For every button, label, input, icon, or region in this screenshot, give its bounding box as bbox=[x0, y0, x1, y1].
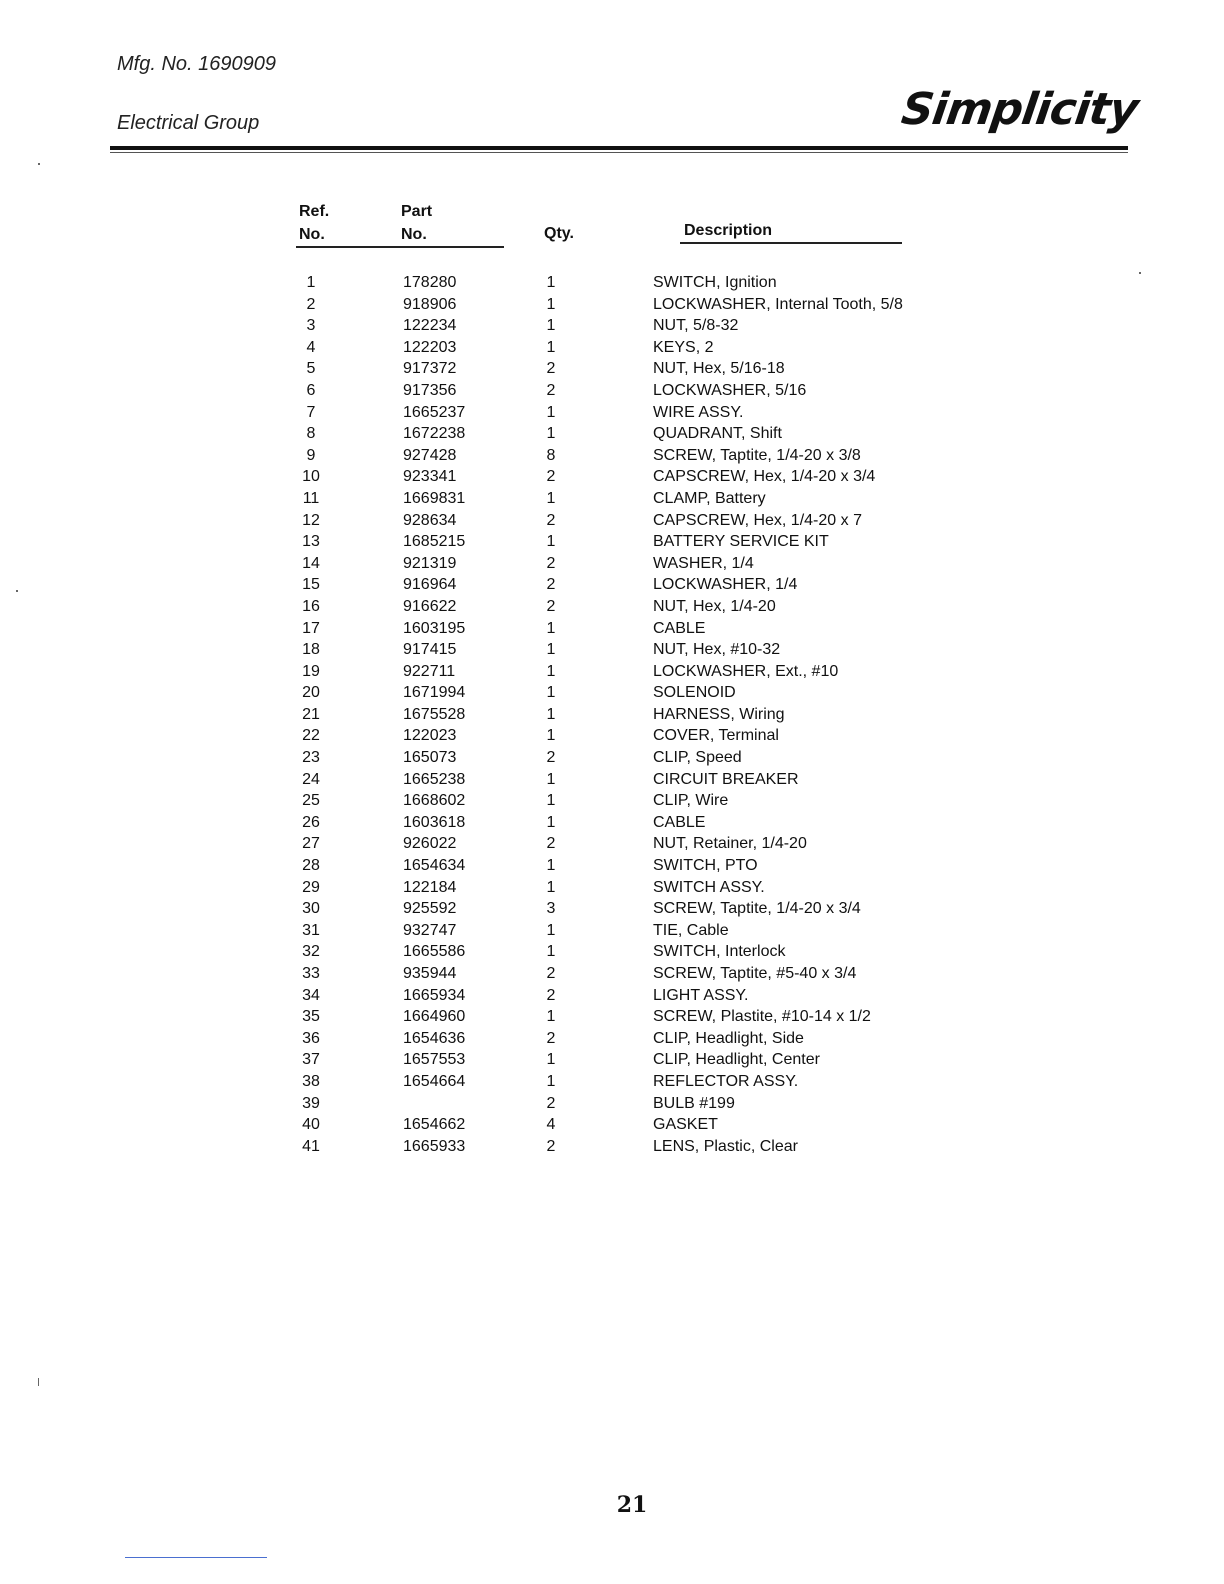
cell-description: GASKET bbox=[653, 1116, 718, 1134]
cell-description: SWITCH, Interlock bbox=[653, 943, 786, 961]
table-row bbox=[0, 833, 1224, 855]
cell-qty: 1 bbox=[546, 641, 556, 659]
cell-description: LENS, Plastic, Clear bbox=[653, 1137, 798, 1155]
header-rule bbox=[110, 146, 1128, 150]
cell-part-no: 935944 bbox=[403, 965, 457, 982]
cell-part-no: 932747 bbox=[403, 921, 457, 939]
cell-description: BULB #199 bbox=[653, 1094, 735, 1112]
cell-ref: 41 bbox=[302, 1137, 320, 1155]
cell-part-no: 1654636 bbox=[403, 1029, 466, 1047]
col-header-ref: Ref. No. bbox=[299, 203, 330, 243]
cell-ref: 5 bbox=[306, 360, 316, 378]
cell-ref: 9 bbox=[306, 446, 316, 464]
cell-description: CABLE bbox=[653, 619, 706, 637]
table-row bbox=[0, 920, 1224, 942]
table-row bbox=[0, 985, 1224, 1007]
table-row bbox=[0, 531, 1224, 553]
table-row bbox=[0, 358, 1224, 380]
cell-qty: 1 bbox=[546, 770, 556, 788]
cell-qty: 1 bbox=[546, 705, 556, 723]
cell-description: REFLECTOR ASSY. bbox=[653, 1072, 799, 1090]
table-row bbox=[0, 812, 1224, 834]
cell-part-no: 1675528 bbox=[403, 705, 466, 723]
cell-description: BATTERY SERVICE KIT bbox=[653, 533, 829, 551]
cell-description: NUT, Hex, 1/4-20 bbox=[653, 597, 776, 615]
cell-description: WIRE ASSY. bbox=[653, 403, 744, 421]
table-row bbox=[0, 639, 1224, 661]
cell-qty: 2 bbox=[546, 360, 556, 378]
table-row bbox=[0, 682, 1224, 704]
cell-description: NUT, Retainer, 1/4-20 bbox=[653, 835, 807, 853]
cell-qty: 1 bbox=[546, 792, 556, 810]
cell-part-no: 1654634 bbox=[403, 857, 466, 875]
table-row bbox=[0, 380, 1224, 402]
table-row bbox=[0, 963, 1224, 985]
cell-ref: 15 bbox=[302, 576, 320, 594]
table-row bbox=[0, 1136, 1224, 1158]
cell-ref: 6 bbox=[306, 381, 316, 399]
cell-qty: 4 bbox=[546, 1116, 556, 1134]
cell-qty: 1 bbox=[546, 619, 556, 637]
cell-ref: 8 bbox=[306, 425, 316, 443]
cell-ref: 36 bbox=[302, 1029, 320, 1047]
cell-description: LOCKWASHER, Internal Tooth, 5/8 bbox=[653, 295, 903, 313]
cell-part-no: 1685215 bbox=[403, 533, 466, 551]
cell-part-no: 122203 bbox=[403, 338, 457, 356]
table-row bbox=[0, 1049, 1224, 1071]
cell-ref: 19 bbox=[302, 662, 320, 680]
cell-part-no: 925592 bbox=[403, 900, 457, 918]
cell-ref: 38 bbox=[302, 1072, 320, 1090]
table-row bbox=[0, 618, 1224, 640]
cell-ref: 13 bbox=[302, 533, 320, 551]
cell-part-no: 922711 bbox=[403, 662, 456, 680]
table-row bbox=[0, 1071, 1224, 1093]
cell-ref: 29 bbox=[302, 878, 320, 896]
cell-ref: 21 bbox=[302, 705, 320, 723]
table-row bbox=[0, 402, 1224, 424]
cell-ref: 32 bbox=[302, 943, 320, 961]
cell-description: NUT, 5/8-32 bbox=[653, 317, 739, 335]
cell-qty: 2 bbox=[546, 511, 556, 529]
cell-qty: 1 bbox=[546, 1008, 556, 1026]
cell-part-no: 917372 bbox=[403, 360, 457, 378]
cell-description: CLIP, Speed bbox=[653, 749, 742, 767]
cell-part-no: 1664960 bbox=[403, 1008, 466, 1026]
table-row bbox=[0, 747, 1224, 769]
cell-ref: 17 bbox=[302, 619, 320, 637]
cell-qty: 2 bbox=[546, 468, 556, 486]
cell-ref: 12 bbox=[302, 511, 320, 529]
cell-qty: 1 bbox=[546, 943, 556, 961]
cell-qty: 2 bbox=[546, 576, 556, 594]
cell-description: SCREW, Plastite, #10-14 x 1/2 bbox=[653, 1008, 871, 1026]
cell-part-no: 927428 bbox=[403, 446, 457, 464]
cell-description: CLIP, Wire bbox=[653, 792, 729, 810]
table-row bbox=[0, 898, 1224, 920]
table-row bbox=[0, 574, 1224, 596]
table-row bbox=[0, 315, 1224, 337]
header-underline-right bbox=[680, 242, 902, 244]
cell-qty: 1 bbox=[546, 295, 556, 313]
table-row bbox=[0, 790, 1224, 812]
cell-part-no: 1603618 bbox=[403, 813, 466, 831]
cell-part-no: 1665238 bbox=[403, 770, 466, 788]
cell-description: CAPSCREW, Hex, 1/4-20 x 7 bbox=[653, 511, 862, 529]
cell-part-no: 1603195 bbox=[403, 619, 466, 637]
table-row bbox=[0, 855, 1224, 877]
cell-ref: 27 bbox=[302, 835, 320, 853]
table-row bbox=[0, 1028, 1224, 1050]
table-row bbox=[0, 272, 1224, 294]
table-body bbox=[0, 272, 1224, 1157]
cell-qty: 2 bbox=[546, 1029, 556, 1047]
cell-description: LOCKWASHER, 1/4 bbox=[653, 576, 798, 594]
cell-ref: 11 bbox=[302, 489, 320, 507]
cell-ref: 33 bbox=[302, 965, 320, 982]
cell-qty: 1 bbox=[546, 878, 556, 896]
table-row bbox=[0, 725, 1224, 747]
cell-description: WASHER, 1/4 bbox=[653, 554, 754, 572]
cell-ref: 22 bbox=[302, 727, 320, 745]
col-header-qty: Qty. bbox=[544, 225, 574, 242]
cell-qty: 1 bbox=[546, 857, 556, 875]
table-row bbox=[0, 877, 1224, 899]
group-title: Electrical Group bbox=[117, 112, 260, 134]
table-row bbox=[0, 445, 1224, 467]
cell-ref: 20 bbox=[302, 684, 320, 702]
cell-part-no: 1671994 bbox=[403, 684, 466, 702]
cell-part-no: 917415 bbox=[403, 641, 457, 659]
scan-speck bbox=[38, 163, 40, 165]
cell-ref: 4 bbox=[306, 338, 316, 356]
cell-ref: 28 bbox=[302, 857, 320, 875]
cell-part-no: 928634 bbox=[403, 511, 457, 529]
cell-description: SCREW, Taptite, 1/4-20 x 3/4 bbox=[653, 900, 861, 918]
cell-qty: 2 bbox=[546, 554, 556, 572]
table-row bbox=[0, 294, 1224, 316]
cell-ref: 18 bbox=[302, 641, 320, 659]
cell-part-no: 923341 bbox=[403, 468, 457, 486]
scan-speck bbox=[38, 1378, 39, 1386]
footer-line bbox=[125, 1557, 267, 1558]
cell-qty: 1 bbox=[546, 489, 556, 507]
cell-qty: 1 bbox=[546, 813, 556, 831]
table-row bbox=[0, 941, 1224, 963]
cell-qty: 2 bbox=[546, 965, 556, 982]
cell-description: CLIP, Headlight, Center bbox=[653, 1051, 820, 1069]
cell-ref: 23 bbox=[302, 749, 320, 767]
cell-ref: 37 bbox=[302, 1051, 320, 1069]
cell-ref: 30 bbox=[302, 900, 320, 918]
table-row bbox=[0, 704, 1224, 726]
cell-description: SWITCH ASSY. bbox=[653, 878, 765, 896]
table-row bbox=[0, 1006, 1224, 1028]
cell-ref: 10 bbox=[302, 468, 320, 486]
cell-ref: 7 bbox=[306, 403, 316, 421]
cell-qty: 1 bbox=[546, 274, 556, 291]
cell-description: COVER, Terminal bbox=[653, 727, 779, 745]
cell-part-no: 165073 bbox=[403, 749, 457, 767]
cell-part-no: 122184 bbox=[403, 878, 457, 896]
table-row bbox=[0, 510, 1224, 532]
cell-part-no: 921319 bbox=[403, 554, 457, 572]
cell-part-no: 1665586 bbox=[403, 943, 466, 961]
cell-part-no: 1654662 bbox=[403, 1116, 466, 1134]
cell-ref: 14 bbox=[302, 554, 320, 572]
cell-qty: 1 bbox=[546, 317, 556, 335]
cell-description: LIGHT ASSY. bbox=[653, 986, 749, 1004]
cell-description: CABLE bbox=[653, 813, 706, 831]
cell-part-no: 1654664 bbox=[403, 1072, 466, 1090]
table-row bbox=[0, 466, 1224, 488]
table-row bbox=[0, 596, 1224, 618]
table-row bbox=[0, 769, 1224, 791]
cell-part-no: 178280 bbox=[403, 274, 457, 291]
cell-ref: 31 bbox=[302, 921, 320, 939]
cell-qty: 1 bbox=[546, 1072, 556, 1090]
cell-part-no: 1672238 bbox=[403, 425, 466, 443]
cell-part-no: 916964 bbox=[403, 576, 457, 594]
cell-ref: 24 bbox=[302, 770, 320, 788]
cell-ref: 35 bbox=[302, 1008, 320, 1026]
cell-ref: 25 bbox=[302, 792, 320, 810]
cell-qty: 1 bbox=[546, 403, 556, 421]
cell-description: CLAMP, Battery bbox=[653, 489, 766, 507]
table-row bbox=[0, 1114, 1224, 1136]
cell-description: NUT, Hex, #10-32 bbox=[653, 641, 781, 659]
header-rule-thin bbox=[110, 152, 1128, 153]
cell-part-no: 926022 bbox=[403, 835, 457, 853]
cell-description: CAPSCREW, Hex, 1/4-20 x 3/4 bbox=[653, 468, 876, 486]
cell-part-no: 918906 bbox=[403, 295, 457, 313]
cell-qty: 2 bbox=[546, 597, 556, 615]
brand-logo: Simplicity bbox=[898, 84, 1141, 135]
cell-part-no: 1657553 bbox=[403, 1051, 466, 1069]
cell-description: SOLENOID bbox=[653, 684, 736, 702]
cell-qty: 2 bbox=[546, 986, 556, 1004]
col-header-part: Part No. bbox=[401, 203, 433, 243]
cell-part-no: 1669831 bbox=[403, 489, 466, 507]
cell-qty: 2 bbox=[546, 749, 556, 767]
table-row bbox=[0, 337, 1224, 359]
table-row bbox=[0, 488, 1224, 510]
cell-description: SWITCH, PTO bbox=[653, 857, 758, 875]
cell-part-no: 1668602 bbox=[403, 792, 466, 810]
cell-ref: 39 bbox=[302, 1094, 320, 1112]
cell-qty: 1 bbox=[546, 425, 556, 443]
cell-description: NUT, Hex, 5/16-18 bbox=[653, 360, 785, 378]
cell-description: LOCKWASHER, 5/16 bbox=[653, 381, 807, 399]
col-header-description: Description bbox=[684, 222, 773, 239]
cell-qty: 1 bbox=[546, 684, 556, 702]
cell-qty: 1 bbox=[546, 338, 556, 356]
cell-description: CIRCUIT BREAKER bbox=[653, 770, 799, 788]
page-number: 21 bbox=[616, 1492, 648, 1518]
cell-ref: 26 bbox=[302, 813, 320, 831]
cell-qty: 1 bbox=[546, 533, 556, 551]
cell-description: SCREW, Taptite, #5-40 x 3/4 bbox=[653, 965, 857, 982]
cell-qty: 8 bbox=[546, 446, 556, 464]
cell-ref: 34 bbox=[302, 986, 320, 1004]
cell-description: HARNESS, Wiring bbox=[653, 705, 785, 723]
table-row bbox=[0, 423, 1224, 445]
cell-ref: 3 bbox=[306, 317, 316, 335]
cell-description: SCREW, Taptite, 1/4-20 x 3/8 bbox=[653, 446, 861, 464]
header-underline-left bbox=[296, 246, 504, 248]
cell-part-no: 1665237 bbox=[403, 403, 466, 421]
cell-qty: 1 bbox=[546, 921, 556, 939]
cell-qty: 1 bbox=[546, 727, 556, 745]
cell-part-no: 122234 bbox=[403, 317, 457, 335]
cell-ref: 40 bbox=[302, 1116, 320, 1134]
cell-description: SWITCH, Ignition bbox=[653, 274, 777, 291]
cell-part-no: 1665934 bbox=[403, 986, 466, 1004]
mfg-number: Mfg. No. 1690909 bbox=[117, 53, 276, 75]
cell-qty: 2 bbox=[546, 1094, 556, 1112]
cell-ref: 16 bbox=[302, 597, 320, 615]
cell-description: LOCKWASHER, Ext., #10 bbox=[653, 662, 839, 680]
cell-description: QUADRANT, Shift bbox=[653, 425, 782, 443]
cell-ref: 1 bbox=[306, 274, 316, 291]
cell-part-no: 916622 bbox=[403, 597, 457, 615]
cell-description: CLIP, Headlight, Side bbox=[653, 1029, 804, 1047]
scan-speck bbox=[16, 590, 18, 592]
cell-qty: 2 bbox=[546, 835, 556, 853]
cell-ref: 2 bbox=[306, 295, 316, 313]
table-row bbox=[0, 553, 1224, 575]
cell-qty: 2 bbox=[546, 381, 556, 399]
cell-qty: 1 bbox=[546, 1051, 556, 1069]
cell-qty: 2 bbox=[546, 1137, 556, 1155]
scan-speck bbox=[1139, 272, 1141, 274]
cell-part-no: 917356 bbox=[403, 381, 457, 399]
cell-qty: 3 bbox=[546, 900, 556, 918]
cell-qty: 1 bbox=[546, 662, 556, 680]
cell-description: TIE, Cable bbox=[653, 921, 729, 939]
cell-part-no: 122023 bbox=[403, 727, 457, 745]
cell-description: KEYS, 2 bbox=[653, 338, 714, 356]
table-row bbox=[0, 661, 1224, 683]
cell-part-no: 1665933 bbox=[403, 1137, 466, 1155]
table-row bbox=[0, 1093, 1224, 1115]
